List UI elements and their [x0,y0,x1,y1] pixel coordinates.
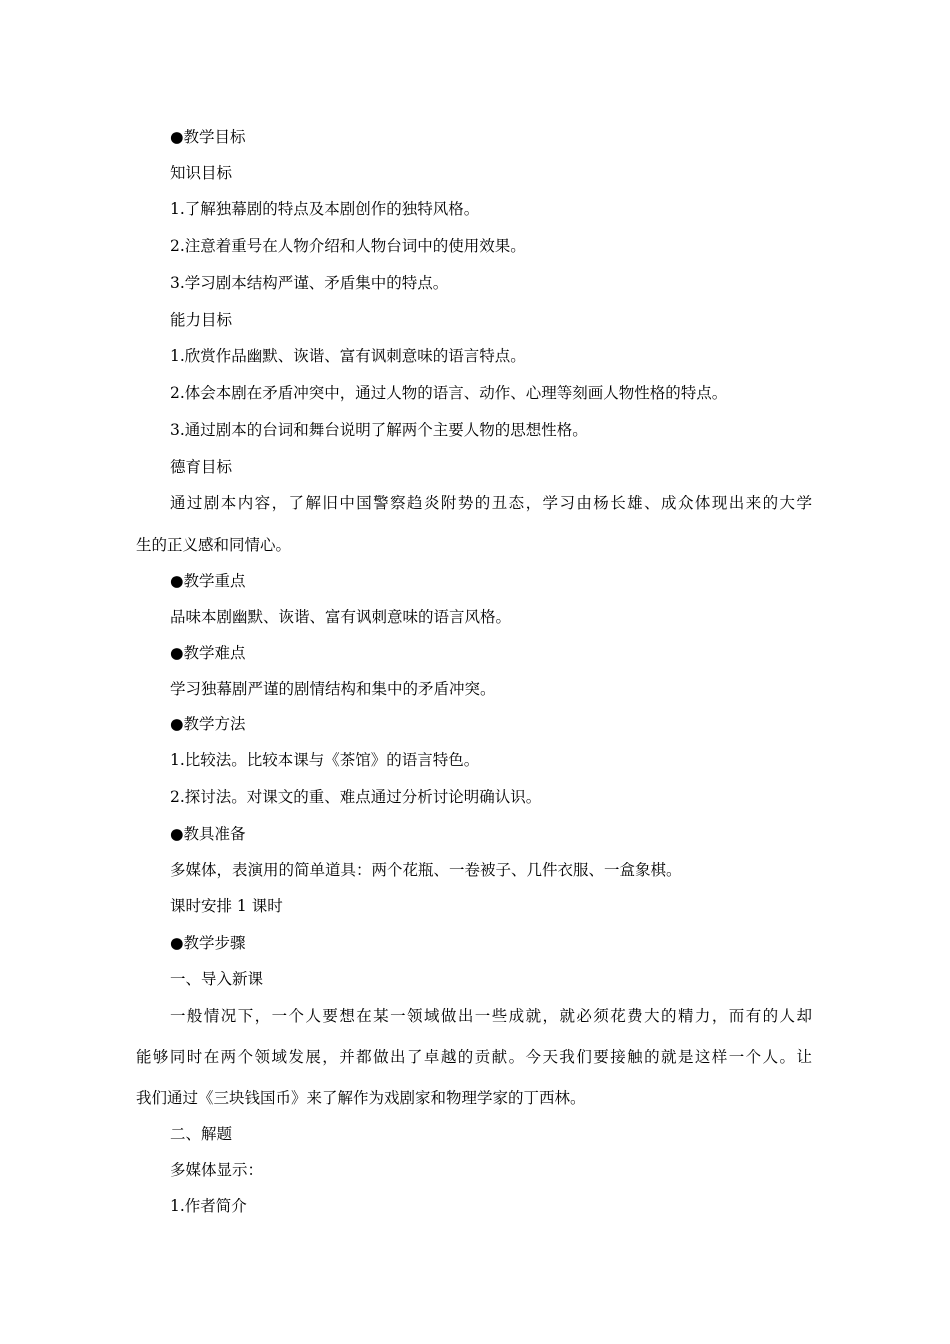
paragraph-line: 我们通过《三块钱国币》来了解作为戏剧家和物理学家的丁西林。 [136,1089,586,1107]
list-item: 2.体会本剧在矛盾冲突中，通过人物的语言、动作、心理等刻画人物性格的特点。 [170,384,728,402]
heading-teaching-aids: ●教具准备 [170,825,246,843]
list-item: 2.注意着重号在人物介绍和人物台词中的使用效果。 [170,237,526,255]
list-item: 2.探讨法。对课文的重、难点通过分析讨论明确认识。 [170,788,542,806]
list-item: 1.作者简介 [170,1197,247,1215]
list-item: 1.了解独幕剧的特点及本剧创作的独特风格。 [170,200,480,218]
heading-teaching-objectives: ●教学目标 [170,128,246,146]
heading-teaching-methods: ●教学方法 [170,715,246,733]
list-item: 1.欣赏作品幽默、诙谐、富有讽刺意味的语言特点。 [170,347,526,365]
section-heading: 二、解题 [170,1125,233,1143]
heading-key-points: ●教学重点 [170,572,246,590]
heading-teaching-steps: ●教学步骤 [170,934,246,952]
section-heading: 一、导入新课 [170,970,264,988]
list-item: 3.学习剧本结构严谨、矛盾集中的特点。 [170,274,449,292]
paragraph-line: 品味本剧幽默、诙谐、富有讽刺意味的语言风格。 [170,608,512,626]
subheading-ability-objectives: 能力目标 [170,311,233,329]
paragraph-line: 能够同时在两个领域发展，并都做出了卓越的贡献。今天我们要接触的就是这样一个人。让 [136,1048,812,1066]
list-item: 1.比较法。比较本课与《茶馆》的语言特色。 [170,751,480,769]
subheading-moral-objectives: 德育目标 [170,458,233,476]
paragraph-line: 通过剧本内容，了解旧中国警察趋炎附势的丑态，学习由杨长雄、成众体现出来的大学 [170,494,812,512]
paragraph-line: 多媒体显示： [170,1161,264,1179]
paragraph-line: 学习独幕剧严谨的剧情结构和集中的矛盾冲突。 [170,680,496,698]
paragraph-line: 课时安排 1 课时 [170,897,283,915]
list-item: 3.通过剧本的台词和舞台说明了解两个主要人物的思想性格。 [170,421,588,439]
paragraph-line: 多媒体，表演用的简单道具：两个花瓶、一卷被子、几件衣服、一盒象棋。 [170,861,682,879]
heading-difficult-points: ●教学难点 [170,644,246,662]
subheading-knowledge-objectives: 知识目标 [170,164,233,182]
paragraph-line: 生的正义感和同情心。 [136,536,292,554]
paragraph-line: 一般情况下，一个人要想在某一领域做出一些成就，就必须花费大的精力，而有的人却 [170,1007,812,1025]
